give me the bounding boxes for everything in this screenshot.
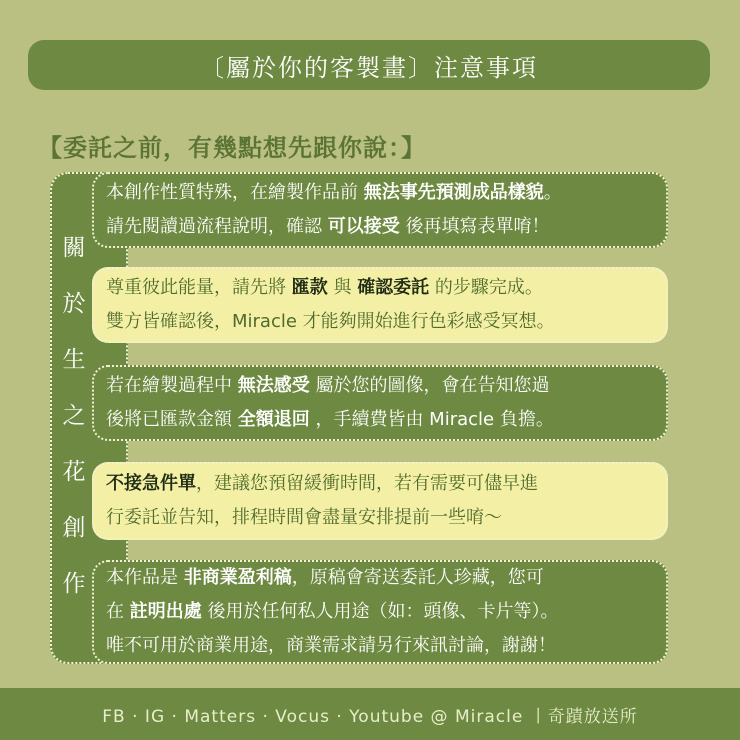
body-text: 尊重彼此能量，請先將 (106, 277, 292, 298)
highlight-text: 匯款 (291, 277, 328, 298)
card-line (106, 271, 666, 305)
side-label-char: 生 (62, 347, 86, 373)
body-text: 後再填寫表單唷！ (399, 216, 550, 237)
body-text: ，原稿會寄送委託人珍藏，您可 (291, 567, 544, 588)
side-label-char: 作 (62, 571, 86, 597)
body-text: 後將已匯款金額 (106, 409, 238, 430)
card-line (106, 467, 666, 501)
highlight-text: 無法事先預測成品樣貌 (363, 182, 544, 203)
highlight-text: 確認委託 (357, 277, 430, 298)
highlight-text: 無法感受 (237, 375, 310, 396)
side-label-char: 關 (62, 235, 86, 261)
body-text: 唯不可用於商業用途，商業需求請另行來訊討論，謝謝！ (106, 635, 556, 656)
footer-bar (0, 688, 740, 740)
body-text: 本作品是 (106, 567, 184, 588)
body-text: 屬於您的圖像，會在告知您過 (309, 375, 550, 396)
card-line (106, 403, 666, 437)
body-text: 行委託並告知，排程時間會盡量安排提前一些唷～ (106, 507, 502, 528)
body-text: 。 (543, 182, 562, 203)
card-line (106, 176, 666, 210)
side-label-column (52, 220, 96, 612)
highlight-text: 可以接受 (327, 216, 400, 237)
highlight-text: 全額退回 (237, 409, 310, 430)
notice-card-5 (92, 560, 668, 664)
section-subtitle: 【委託之前，有幾點想先跟你說：】 (38, 134, 426, 162)
footer-links: FB · IG · Matters · Vocus · Youtube @ Miracle 丨奇蹟放送所 (102, 706, 638, 727)
body-text: 在 (106, 601, 130, 622)
body-text: ，建議您預留緩衝時間，若有需要可儘早進 (196, 473, 538, 494)
highlight-text: 非商業盈利稿 (183, 567, 292, 588)
body-text: 後用於任何私人用途（如：頭像、卡片等）。 (201, 601, 559, 622)
body-text: ，手續費皆由 Miracle 負擔。 (309, 409, 554, 430)
highlight-text: 不接急件單 (106, 473, 196, 494)
side-label-char: 創 (62, 515, 86, 541)
notice-card-2 (92, 267, 668, 343)
body-text: 本創作性質特殊，在繪製作品前 (106, 182, 364, 203)
body-text: 與 (327, 277, 358, 298)
card-line (106, 595, 666, 629)
body-text: 若在繪製過程中 (106, 375, 238, 396)
card-line (106, 501, 666, 535)
card-line (106, 629, 666, 663)
highlight-text: 註明出處 (129, 601, 202, 622)
title-banner (28, 40, 710, 90)
card-line (106, 210, 666, 244)
notice-card-1 (92, 172, 668, 248)
notice-card-4 (92, 462, 668, 540)
side-label-char: 之 (62, 403, 86, 429)
side-label-char: 於 (62, 291, 86, 317)
body-text: 請先閱讀過流程說明，確認 (106, 216, 328, 237)
page-title: 〔屬於你的客製畫〕注意事項 (200, 53, 538, 82)
body-text: 雙方皆確認後，Miracle 才能夠開始進行色彩感受冥想。 (106, 311, 555, 332)
notice-card-3 (92, 365, 668, 441)
body-text: 的步驟完成。 (429, 277, 543, 298)
side-label-char: 花 (62, 459, 86, 485)
card-line (106, 305, 666, 339)
card-line (106, 561, 666, 595)
card-line (106, 369, 666, 403)
